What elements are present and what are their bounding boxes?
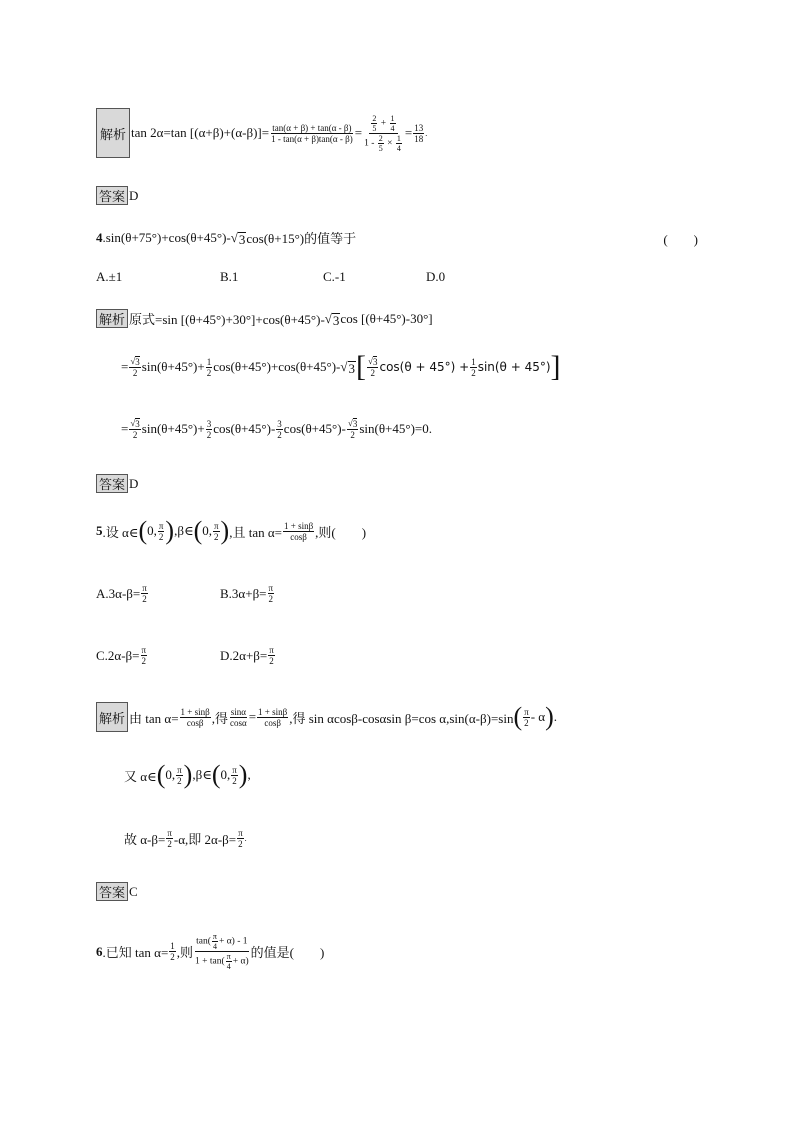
answer-label: 答案 — [96, 882, 128, 901]
q3-lhs: tan 2α=tan [(α+β)+(α-β)]= — [131, 125, 270, 140]
q5-answer-line — [96, 882, 138, 901]
q4-option-b: B.1 — [220, 269, 239, 284]
q4-analysis-line-1: 解析 原式=sin [(θ+45°)+30°]+cos(θ+45°)- √ 3 cos [(θ+45°)-30°] — [96, 309, 433, 328]
q3-answer-line — [96, 186, 138, 205]
q4-option-a: A.±1 — [96, 269, 123, 284]
q5-options-row-1 — [96, 583, 275, 604]
q3-analysis-line: 解析 tan 2α=tan [(α+β)+(α-β)]= $\frac{\tan(\alpha + \beta) + \tan(\alpha - \beta)}{1 - \tan(\alpha + \beta)\tan(\alpha - \beta)}$ = $\frac{2}{5}$ + $\frac{1}{4}$ 1 - $\frac{2}{5}$ × $\frac{1}{4}$ = $\frac{13}{18}$ . — [96, 108, 427, 158]
q5-answer: C — [129, 883, 138, 899]
q4-analysis-line-2: = √ 3 2 sin(θ+45°)+ $\frac{1}{2}$ cos(θ+45°)+cos(θ+45°)- √ 3 [ √ 3 2 cos(θ + 45°) + $\frac{1}{2}$ sin(θ + 45°) ] — [121, 350, 561, 383]
answer-label: 答案 — [96, 186, 128, 205]
q5-analysis-line-1: 解析 由 tan α= $\frac{1 + \sin\beta}{\cos\beta}$ ,得 $\frac{\sin\alpha}{\cos\alpha}$ = $\frac{1 + \sin\beta}{\cos\beta}$ ,得 sin αcosβ-cosαsin β=cos α,sin(α-β)=sin ( $\frac{\pi}{2}$ - α ) . — [96, 702, 557, 732]
q5-option-b: B.3α+β= $\frac{\pi}{2}$ — [220, 583, 274, 604]
q4-answer: D — [129, 475, 139, 491]
q5-option-c: C.2α-β= $\frac{\pi}{2}$ — [96, 645, 147, 666]
q5-analysis-line-3: 故 α-β= $\frac{\pi}{2}$ -α,即 2α-β= $\frac{\pi}{2}$ . — [124, 828, 247, 849]
analysis-label: 解析 — [96, 108, 130, 158]
q3-answer: D — [129, 187, 139, 203]
q4-options — [96, 269, 496, 285]
q6-stem: 6 .已知 tan α= $\frac{1}{2}$ ,则 tan( $\frac{\pi}{4}$ + α) - 1 1 + tan( $\frac{\pi}{4}$ + α) 的值是( ) — [96, 932, 325, 971]
q5-stem: 5 .设 α∈ ( 0, $\frac{\pi}{2}$ ) ,β∈ ( 0, $\frac{\pi}{2}$ ) ,且 tan α= $\frac{1 + \sin\beta}{\cos\beta}$ ,则( ) — [96, 516, 367, 545]
analysis-label: 解析 — [96, 309, 128, 328]
q4-stem: 4 .sin(θ+75°)+cos(θ+45°)- √ 3 cos(θ+15°)的值等于 — [96, 229, 357, 247]
q3-numeric-fraction: $\frac{2}{5}$ + $\frac{1}{4}$ 1 - $\frac{2}{5}$ × $\frac{1}{4}$ — [364, 113, 401, 153]
q3-result: $\frac{13}{18}$ — [414, 122, 424, 144]
q3-tan-sum-fraction: $\frac{\tan(\alpha + \beta) + \tan(\alpha - \beta)}{1 - \tan(\alpha + \beta)\tan(\alpha - \beta)}$ — [271, 122, 353, 144]
q4-answer-line — [96, 474, 138, 493]
answer-label: 答案 — [96, 474, 128, 493]
q5-option-d: D.2α+β= $\frac{\pi}{2}$ — [220, 645, 274, 666]
q6-tan-fraction: tan( $\frac{\pi}{4}$ + α) - 1 1 + tan( $\frac{\pi}{4}$ + α) — [195, 932, 249, 971]
q5-options-row-2 — [96, 645, 276, 666]
q4-answer-blank: ( ) — [663, 232, 698, 247]
q5-analysis-line-2: 又 α∈ ( 0, $\frac{\pi}{2}$ ) ,β∈ ( 0, $\frac{\pi}{2}$ ) , — [124, 760, 251, 789]
q4-option-c: C.-1 — [323, 269, 346, 284]
analysis-label: 解析 — [96, 702, 128, 732]
q4-option-d: D.0 — [426, 269, 446, 284]
q4-analysis-line-3: = √ 3 2 sin(θ+45°)+ $\frac{3}{2}$ cos(θ+45°)- $\frac{3}{2}$ cos(θ+45°)- √ 3 2 sin(θ+45°)=0. — [121, 418, 432, 440]
q5-option-a: A.3α-β= $\frac{\pi}{2}$ — [96, 583, 147, 604]
